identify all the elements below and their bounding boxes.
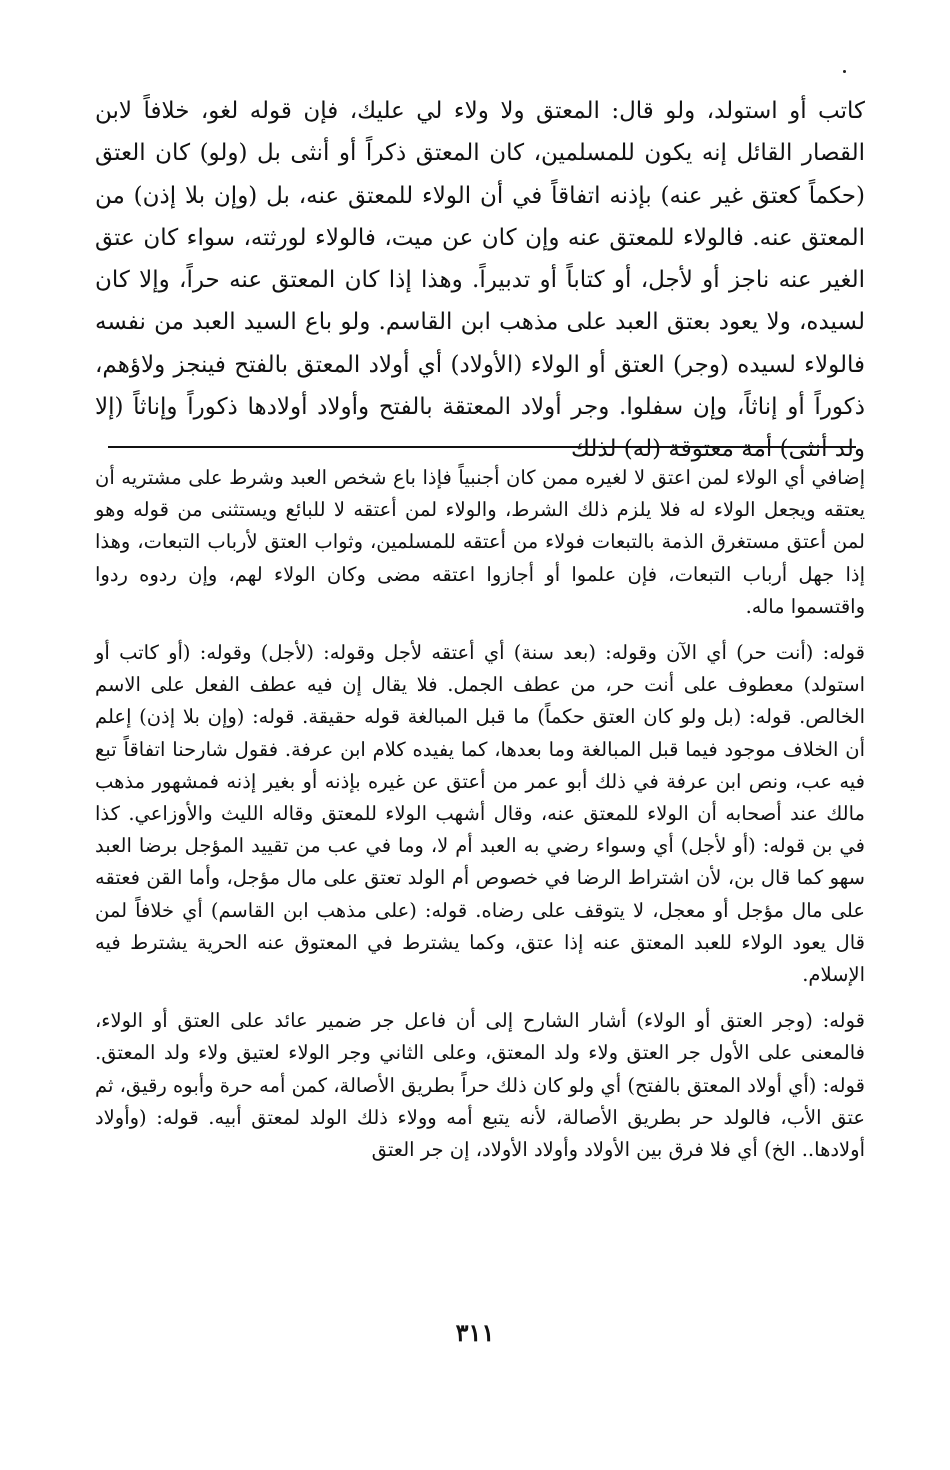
- commentary-paragraph-3: قوله: (وجر العتق أو الولاء) أشار الشارح إلى أن فاعل جر ضمير عائد على العتق أو الولاء، فالمعنى على الأول جر العتق ولاء ولد المعتق، وعلى الثاني وجر الولاء لعتيق ولاء ولد المعتق. قوله: (أي أولاد المعتق بالفتح) أي ولو كان ذلك حراً بطريق الأصالة، كمن أمه حرة وأبوه رقيق، ثم عتق الأب، فالولد حر بطريق الأصالة، لأنه يتبع أمه وولاء ذلك الولد لمعتق أبيه. قوله: (وأولاد أولادها.. الخ) أي فلا فرق بين الأولاد وأولاد الأولاد، إن جر العتق: [95, 1009, 865, 1162]
- footnote-separator: [108, 446, 856, 448]
- commentary-paragraph-1: إضافي أي الولاء لمن اعتق لا لغيره ممن كان أجنبياً فإذا باع شخص العبد وشرط على مشتريه أن يعتقه ويجعل الولاء له فلا يلزم ذلك الشرط، والولاء لمن أعتقه لا للبائع ويستثنى من قوله وهو لمن أعتق مستغرق الذمة بالتبعات فولاء من أعتقه للمسلمين، وثواب العتق لأرباب التبعات، وهذا إذا جهل أرباب التبعات، فإن علموا أو أجازوا اعتقه مضى وكان الولاء لهم، وإن ردوه ردوا واقتسموا ماله.: [95, 466, 865, 618]
- page-number: ٣١١: [455, 1318, 495, 1347]
- main-text-block: [95, 90, 865, 471]
- main-paragraph: كاتب أو استولد، ولو قال: المعتق ولا ولاء لي عليك، فإن قوله لغو، خلافاً لابن القصار القائل إنه يكون للمسلمين، كان المعتق ذكراً أو أنثى بل (ولو) كان العتق (حكماً كعتق غير عنه) بإذنه اتفاقاً في أن الولاء للمعتق عنه، بل (وإن بلا إذن) من المعتق عنه. فالولاء للمعتق عنه وإن كان عن ميت، فالولاء لورثته، سواء كان عتق الغير عنه ناجز أو لأجل، أو كتاباً أو تدبيراً. وهذا إذا كان المعتق عنه حراً، وإلا كان لسيده، ولا يعود بعتق العبد على مذهب ابن القاسم. ولو باع السيد العبد من نفسه فالولاء لسيده (وجر) العتق أو الولاء (الأولاد) أي أولاد المعتق بالفتح فينجز ولاؤهم، ذكوراً أو إناثاً، وإن سفلوا. وجر أولاد المعتقة بالفتح وأولاد أولادها ذكوراً وإناثاً (إلا ولد أنثى) أمة معتوقة (له) لذلك: [95, 98, 865, 463]
- speck-mark: [843, 70, 846, 73]
- commentary-paragraph-2: قوله: (أنت حر) أي الآن وقوله: (بعد سنة) أي أعتقه لأجل وقوله: (لأجل) وقوله: (أو كاتب أو استولد) معطوف على أنت حر، من عطف الجمل. فلا يقال إن فيه عطف الفعل على الاسم الخالص. قوله: (بل ولو كان العتق حكماً) ما قبل المبالغة قوله حقيقة. قوله: (وإن بلا إذن) إعلم أن الخلاف موجود فيما قبل المبالغة وما بعدها، كما يفيده كلام ابن عرفة. فقول شارحنا اتفاقاً تبع فيه عب، ونص ابن عرفة في ذلك أبو عمر من أعتق عن غيره بإذنه أو بغير إذنه فمشهور مذهب مالك عند أصحابه أن الولاء للمعتق عنه، وقال أشهب الولاء للمعتق وقاله الليث والأوزاعي. كذا في بن قوله: (أو لأجل) أي وسواء رضي به العبد أم لا، وما في عب من تقييد المؤجل برضا العبد سهو كما قال بن، لأن اشتراط الرضا في خصوص أم الولد تعتق على مال مؤجل، وأما القن فعتقه على مال مؤجل أو معجل، لا يتوقف على رضاه. قوله: (على مذهب ابن القاسم) أي خلافاً لمن قال يعود الولاء للعبد المعتق عنه إذا عتق، وكما يشترط في المعتوق عنه الحرية يشترط فيه الإسلام.: [95, 641, 865, 987]
- commentary-block: [95, 462, 865, 1180]
